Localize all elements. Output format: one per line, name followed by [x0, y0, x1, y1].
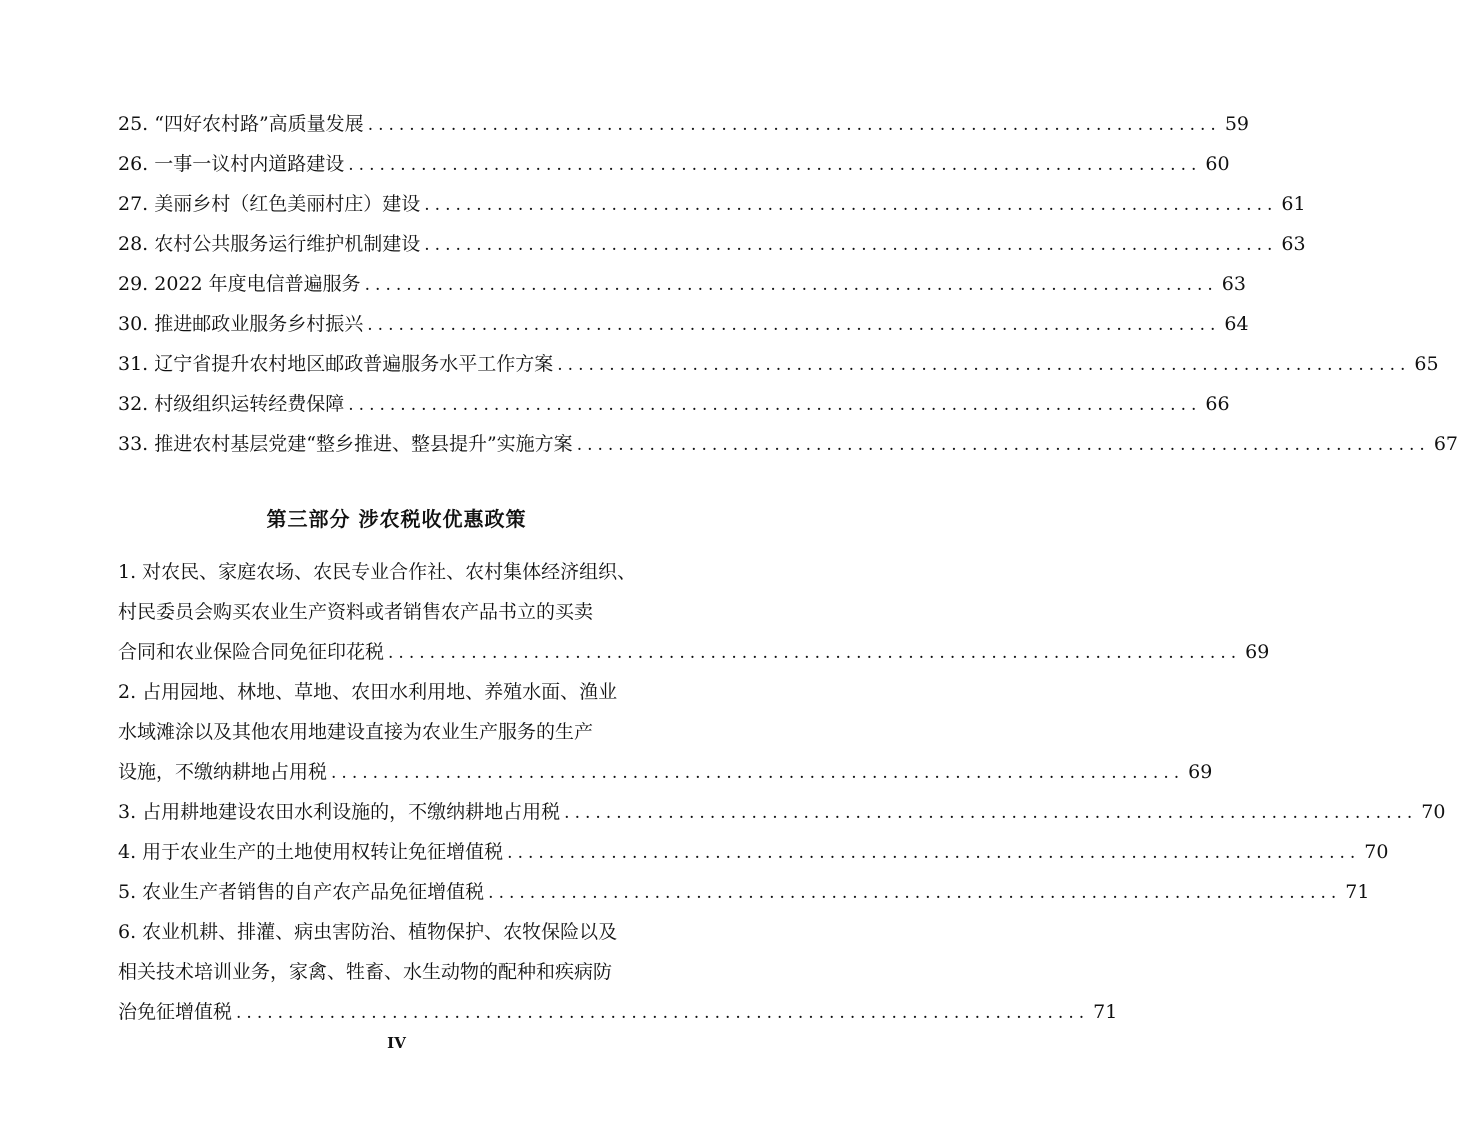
- toc-entry[interactable]: [118, 420, 1458, 456]
- toc-entry-title: 合同和农业保险合同免征印花税: [118, 641, 385, 663]
- toc-entry-line[interactable]: 2. 占用园地、林地、草地、农田水利用地、养殖水面、渔业: [118, 681, 618, 703]
- toc-leader-dots: ..................................................................................: [348, 395, 1202, 415]
- toc-entry-page: 71: [1093, 1001, 1118, 1023]
- toc-entry-line[interactable]: 相关技术培训业务，家禽、牲畜、水生动物的配种和疾病防: [118, 961, 613, 983]
- toc-entry-page: 61: [1281, 193, 1306, 215]
- toc-entry-page: 59: [1224, 113, 1249, 135]
- toc-entry[interactable]: [118, 380, 1230, 416]
- toc-leader-dots: ..................................................................................: [331, 763, 1185, 783]
- toc-entry-page: 66: [1205, 393, 1230, 415]
- toc-leader-dots: ..................................................................................: [564, 803, 1418, 823]
- toc-entry-line[interactable]: 村民委员会购买农业生产资料或者销售农产品书立的买卖: [118, 601, 594, 623]
- toc-entry-title: 3. 占用耕地建设农田水利设施的，不缴纳耕地占用税: [118, 801, 561, 823]
- toc-entry-line[interactable]: 1. 对农民、家庭农场、农民专业合作社、农村集体经济组织、: [118, 561, 637, 583]
- toc-leader-dots: ..................................................................................: [424, 235, 1278, 255]
- toc-entry-title: 30. 推进邮政业服务乡村振兴: [118, 313, 364, 335]
- page-number: IV: [387, 1034, 406, 1052]
- toc-entry[interactable]: [118, 988, 1118, 1024]
- toc-entry[interactable]: [118, 828, 1389, 864]
- toc-leader-dots: ..................................................................................: [424, 195, 1278, 215]
- toc-entry-title: 5. 农业生产者销售的自产农产品免征增值税: [118, 881, 485, 903]
- toc-entry-title: 25. “四好农村路”高质量发展: [118, 113, 364, 135]
- toc-entry-title: 28. 农村公共服务运行维护机制建设: [118, 233, 421, 255]
- toc-leader-dots: ..................................................................................: [507, 843, 1361, 863]
- toc-entry-line[interactable]: 6. 农业机耕、排灌、病虫害防治、植物保护、农牧保险以及: [118, 921, 618, 943]
- section-heading: 第三部分 涉农税收优惠政策: [266, 507, 527, 531]
- toc-entry-page: 70: [1364, 841, 1389, 863]
- toc-entry-title: 治免征增值税: [118, 1001, 233, 1023]
- toc-entry-title: 31. 辽宁省提升农村地区邮政普遍服务水平工作方案: [118, 353, 554, 375]
- toc-leader-dots: ..................................................................................: [367, 115, 1221, 135]
- toc-entry-title: 27. 美丽乡村（红色美丽村庄）建设: [118, 193, 421, 215]
- toc-entry-title: 29. 2022 年度电信普遍服务: [118, 273, 361, 295]
- toc-entry-page: 70: [1421, 801, 1446, 823]
- toc-entry-page: 71: [1345, 881, 1370, 903]
- toc-entry-page: 63: [1221, 273, 1246, 295]
- toc-entry[interactable]: [118, 100, 1249, 136]
- toc-entry[interactable]: [118, 628, 1270, 664]
- toc-leader-dots: ..................................................................................: [236, 1003, 1090, 1023]
- toc-entry[interactable]: [118, 788, 1446, 824]
- toc-entry-page: 60: [1205, 153, 1230, 175]
- toc-leader-dots: ..................................................................................: [488, 883, 1342, 903]
- toc-leader-dots: ..................................................................................: [367, 315, 1221, 335]
- toc-entry-title: 26. 一事一议村内道路建设: [118, 153, 345, 175]
- toc-leader-dots: ..................................................................................: [557, 355, 1411, 375]
- toc-entry-page: 69: [1188, 761, 1213, 783]
- toc-entry[interactable]: [118, 748, 1213, 784]
- toc-entry[interactable]: [118, 260, 1246, 296]
- toc-entry[interactable]: [118, 220, 1306, 256]
- toc-leader-dots: ..................................................................................: [388, 643, 1242, 663]
- toc-entry-title: 32. 村级组织运转经费保障: [118, 393, 345, 415]
- toc-entry[interactable]: [118, 300, 1249, 336]
- toc-entry[interactable]: [118, 140, 1230, 176]
- toc-entry-page: 63: [1281, 233, 1306, 255]
- toc-entry-page: 69: [1245, 641, 1270, 663]
- toc-leader-dots: ..................................................................................: [576, 435, 1430, 455]
- toc-leader-dots: ..................................................................................: [364, 275, 1218, 295]
- toc-entry-page: 65: [1414, 353, 1439, 375]
- toc-entry-title: 设施，不缴纳耕地占用税: [118, 761, 328, 783]
- toc-entry-page: 64: [1224, 313, 1249, 335]
- toc-entry-page: 67: [1433, 433, 1458, 455]
- toc-entry-line[interactable]: 水域滩涂以及其他农用地建设直接为农业生产服务的生产: [118, 721, 594, 743]
- toc-leader-dots: ..................................................................................: [348, 155, 1202, 175]
- toc-entry-title: 33. 推进农村基层党建“整乡推进、整县提升”实施方案: [118, 433, 573, 455]
- toc-entry-title: 4. 用于农业生产的土地使用权转让免征增值税: [118, 841, 504, 863]
- toc-entry[interactable]: [118, 340, 1439, 376]
- toc-entry[interactable]: [118, 868, 1370, 904]
- toc-entry[interactable]: [118, 180, 1306, 216]
